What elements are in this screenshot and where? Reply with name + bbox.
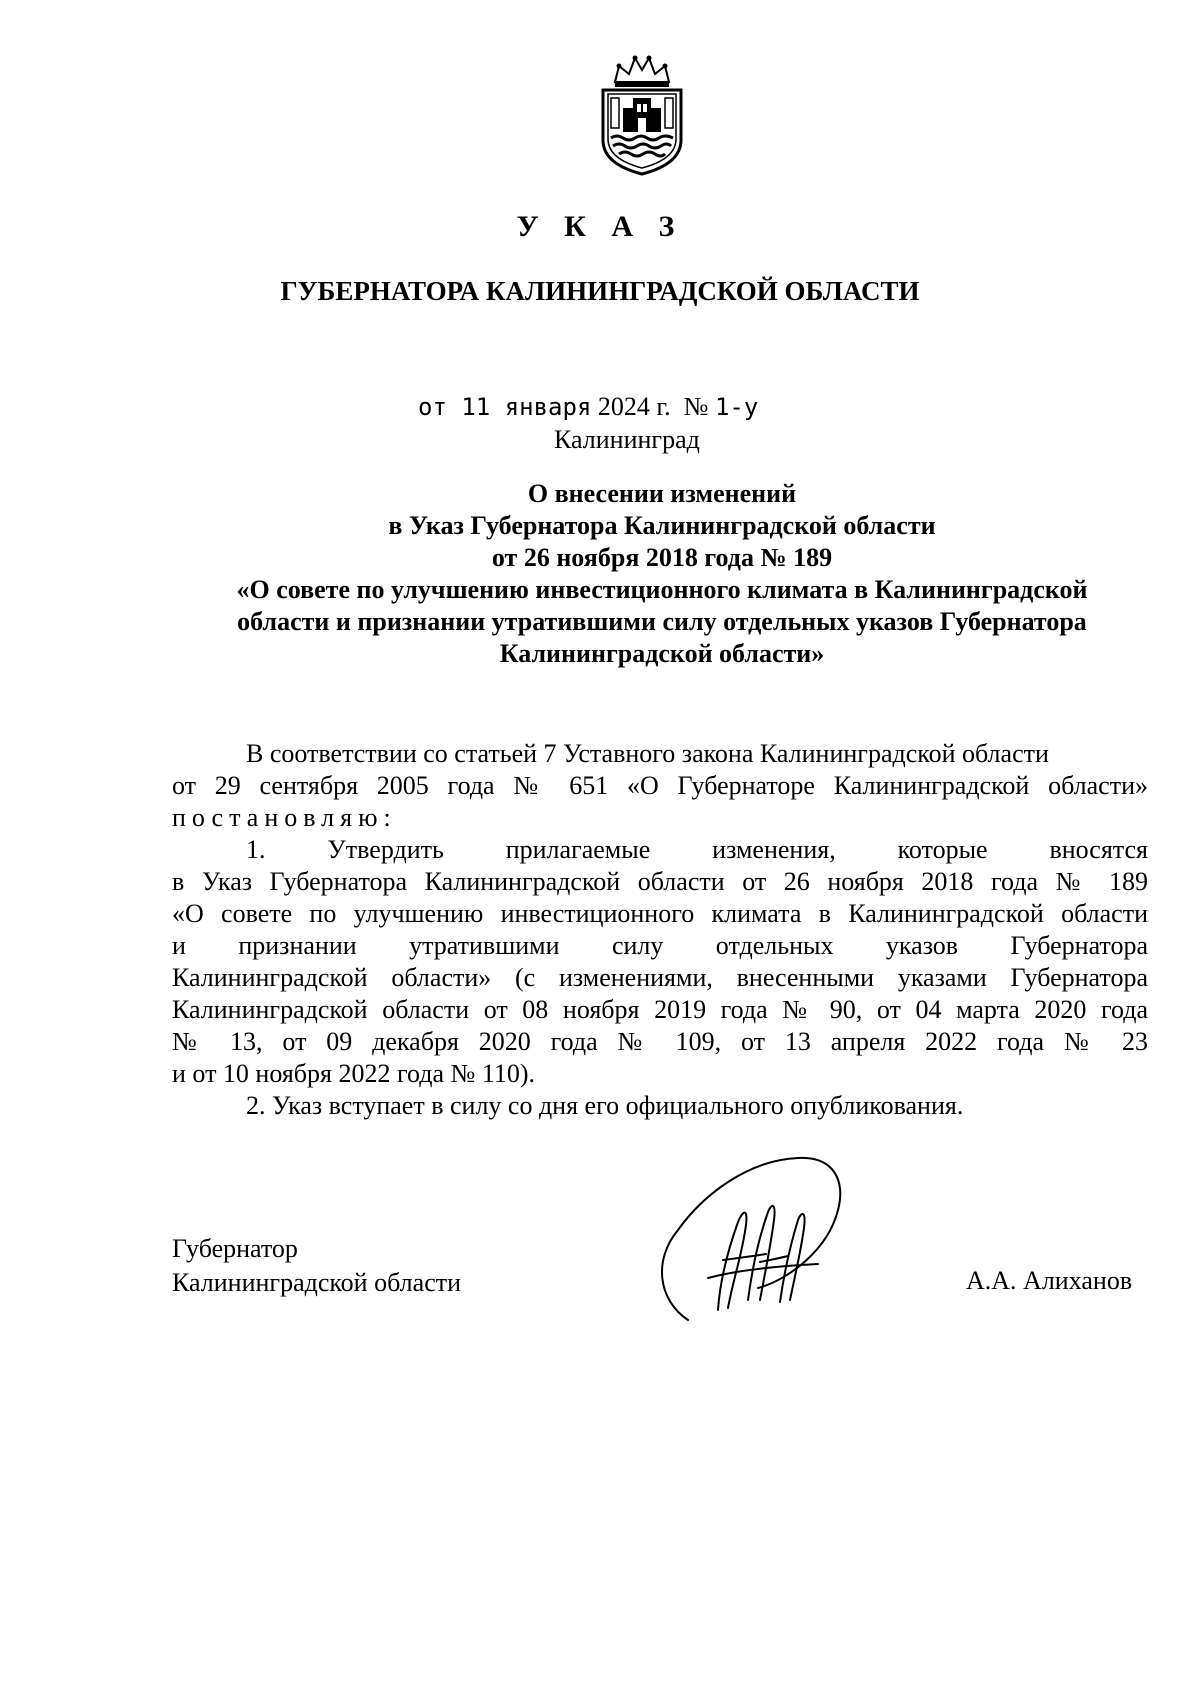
signer-position-line: Губернатор	[172, 1234, 298, 1263]
item-1-line: 1. Утвердить прилагаемые изменения, которые вносятся	[246, 835, 1148, 864]
document-issuer-title: ГУБЕРНАТОРА КАЛИНИНГРАДСКОЙ ОБЛАСТИ	[280, 276, 920, 306]
document-city: Калининград	[554, 425, 700, 454]
subject-line: в Указ Губернатора Калининградской области	[388, 511, 936, 540]
signer-name: А.А. Алиханов	[966, 1266, 1133, 1295]
document-type-title: У К А З	[516, 210, 684, 243]
item-1-line: в Указ Губернатора Калининградской области от 26 ноября 2018 года № 189	[172, 867, 1148, 896]
item-1-line: и признании утратившими силу отдельных указов Губернатора	[172, 931, 1148, 960]
document-subject	[160, 478, 1164, 670]
number-sign: №	[683, 392, 709, 421]
preamble-paragraph	[172, 738, 1148, 834]
item-1-line: и от 10 ноября 2022 года № 110).	[172, 1059, 536, 1088]
signer-position-line: Калининградской области	[172, 1268, 462, 1297]
preamble-line: от 29 сентября 2005 года № 651 «О Губернаторе Калининградской области»	[172, 771, 1148, 800]
document-date-number	[418, 392, 758, 422]
subject-line: области и признании утратившими силу отдельных указов Губернатора	[237, 607, 1087, 636]
item-1-paragraph	[172, 834, 1148, 1090]
subject-line: от 26 ноября 2018 года № 189	[491, 543, 833, 572]
document-year: 2024 г.	[597, 392, 671, 421]
document-number: 1-у	[714, 393, 759, 421]
item-1-line: № 13, от 09 декабря 2020 года № 109, от 13 апреля 2022 года № 23	[172, 1027, 1148, 1056]
item-1-line: Калининградской области от 08 ноября 2019 года № 90, от 04 марта 2020 года	[172, 995, 1148, 1024]
resolution-word: постановляю:	[172, 803, 397, 832]
subject-line: Калининградской области»	[499, 639, 825, 668]
signer-position	[172, 1232, 461, 1300]
preamble-line: В соответствии со статьей 7 Уставного закона Калининградской области	[246, 739, 1049, 768]
item-1-line: Калининградской области» (с изменениями, внесенными указами Губернатора	[172, 963, 1148, 992]
item-1-line: «О совете по улучшению инвестиционного климата в Калининградской области	[172, 899, 1148, 928]
item-2-paragraph	[172, 1090, 1148, 1122]
subject-line: «О совете по улучшению инвестиционного климата в Калининградской	[236, 575, 1088, 604]
subject-line: О внесении изменений	[527, 479, 797, 508]
document-date: от 11 января	[418, 393, 592, 421]
item-2-line: 2. Указ вступает в силу со дня его официального опубликования.	[246, 1091, 964, 1120]
coat-of-arms-icon	[593, 52, 691, 178]
handwritten-signature-icon	[648, 1150, 848, 1330]
